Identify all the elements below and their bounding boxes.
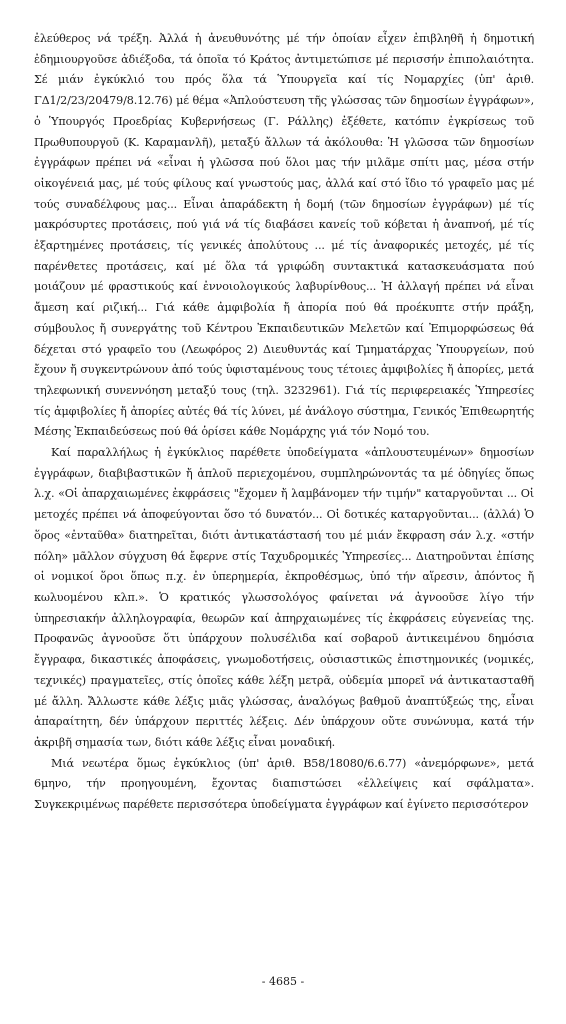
paragraph-3: Μιά νεωτέρα ὅμως ἐγκύκλιος (ὑπ' ἀριθ. Β58/18080/6.6.77) «ἀνεμόρφωνε», μετά 6μηνο, τήν προηγουμένη, ἔχοντας διαπιστώσει «ἐλλείψεις καί σφάλματα». Συγκεκριμένως παρέθετε περισσότερα ὑποδείγματα ἐγγράφων καί ἐγίνετο περισσότερον: [34, 756, 534, 812]
body-text: [34, 29, 534, 816]
paragraph-1: ἐλεύθερος νά τρέξη. Ἀλλά ἡ ἀνευθυνότης μέ τήν ὁποίαν εἶχεν ἐπιβληθῆ ἡ δημοτική ἐδημιουργοῦσε ἀδιέξοδα, τά ὁποῖα τό Κράτος ἀντιμετώπισε μέ περισσήν ἐπιπολαιότητα. Σέ μιάν ἐγκύκλιό του πρός ὅλα τά Ὑπουργεῖα καί τίς Νομαρχίες (ὑπ' ἀριθ. ΓΔ1/2/23/20479/8.12.76) μέ θέμα «Ἀπλούστευση τῆς γλώσσας τῶν δημοσίων ἐγγράφων», ὁ Ὑπουργός Προεδρίας Κυβερνήσεως (Γ. Ράλλης) ἐξέθετε, κατόπιν ἐγκρίσεως τοῦ Πρωθυπουργοῦ (Κ. Καραμανλῆ), μεταξύ ἄλλων τά ἀκόλουθα: Ἡ γλῶσσα τῶν δημοσίων ἐγγράφων πρέπει νά «εἶναι ἡ γλῶσσα πού ὅλοι μας τήν μιλᾶμε σπίτι μας, μέσα στήν οἰκογένειά μας, μέ τούς φίλους καί γνωστούς μας, ἀλλά καί στό ἴδιο τό γραφεῖο μας μέ τούς συναδέλφους μας... Εἶναι ἀπαράδεκτη ἡ δομή (τῶν δημοσίων ἐγγράφων) μέ τίς μακρόσυρτες προτάσεις, πού γιά νά τίς διαβάσει κανείς τοῦ κόβεται ἡ ἀναπνοή, μέ τίς ἐξαρτημένες προτάσεις, τίς γενικές ἀπολύτους ... μέ τίς ἀναφορικές μετοχές, μέ τίς παρένθετες προτάσεις, καί μέ ὅλα τά γριφώδη συντακτικά κατασκευάσματα πού μοιάζουν μέ φραστικούς καί ἐννοιολογικούς λαβυρίνθους... Ἡ ἀλλαγή πρέπει νά εἶναι ἄμεση καί ριζική... Γιά κάθε ἀμφιβολία ἤ ἀπορία πού θά προέκυπτε στήν πράξη, σύμβουλος ἤ συνεργάτης τοῦ Κέντρου Ἐκπαιδευτικῶν Μελετῶν καί Ἐπιμορφώσεως θά δέχεται στό γραφεῖο του (Λεωφόρος 2) Διευθυντάς καί Τμηματάρχας Ὑπουργείων, πού ἔχουν ἤ συγκεντρώνουν ἀπό τούς ὑφισταμένους τους τέτοιες ἀμφιβολίες ἤ ἀπορίες, μετά τηλεφωνική συνεννόηση μεταξύ τους (τηλ. 3232961). Γιά τίς περιφερειακές Ὑπηρεσίες τίς ἀμφιβολίες ἤ ἀπορίες αὐτές θά τίς λύνει, μέ ἀνάλογο σύστημα, Γενικός Ἐπιθεωρητής Μέσης Ἐκπαιδεύσεως πού θά ὁρίσει κάθε Νομάρχης γιά τόν Νομό του.: [34, 32, 534, 439]
paragraph-2: Καί παραλλήλως ἡ ἐγκύκλιος παρέθετε ὑποδείγματα «ἀπλουστευμένων» δημοσίων ἐγγράφων, διαβιβαστικῶν ἤ ἁπλοῦ περιεχομένου, συμπληρώνοντάς τα μέ ὁδηγίες ὅπως λ.χ. «Οἱ ἀπαρχαιωμένες ἐκφράσεις "ἔχομεν ἤ λαμβάνομεν τήν τιμήν" καταργοῦνται ... Οἱ μετοχές πρέπει νά ἀποφεύγονται ὅσο τό δυνατόν... Οἱ δοτικές καταργοῦνται... (ἀλλά) Ὁ ὅρος «ἐνταῦθα» διατηρεῖται, διότι ἀντικατάστασή του μέ μιάν ἔκφραση σάν λ.χ. «στήν πόλη» μᾶλλον σύγχυση θά ἔφερνε στίς Ταχυδρομικές Ὑπηρεσίες... Διατηροῦνται ἐπίσης οἱ νομικοί ὅροι ὅπως π.χ. ἐν ὑπερημερία, ἐκπροθέσμως, ὑπό τήν αἵρεσιν, ἀπόντος ἤ κωλυομένου κλπ.». Ὁ κρατικός γλωσσολόγος φαίνεται νά ἀγνοοῦσε λίγο τήν ὑπηρεσιακήν ἀλληλογραφία, θεωρῶν καί ἀπηρχαιωμένες τίς ἐκφράσεις εὐγενείας της. Προφανῶς ἀγνοοῦσε ὅτι ὑπάρχουν πολυσέλιδα καί σοβαροῦ ἀντικειμένου δημόσια ἔγγραφα, δικαστικές ἀποφάσεις, γνωμοδοτήσεις, οὐσιαστικῶς ἐπιστημονικές (νομικές, τεχνικές) πραγματεῖες, στίς ὁποῖες κάθε λέξη μετρᾶ, οὐδεμία μπορεῖ νά ἀντικατασταθῆ μέ ἄλλη. Ἄλλωστε κάθε λέξις μιᾶς γλώσσας, ἀναλόγως βαθμοῦ ἀναπτύξεώς της, εἶναι ἀπαραίτητη, δέν ὑπάρχουν περιττές λέξεις. Δέν ὑπάρχουν οὔτε συνώνυμα, κατά τήν ἀκριβῆ σημασία των, διότι κάθε λέξις εἶναι μοναδική.: [34, 446, 534, 749]
page-number: - 4685 -: [261, 975, 305, 988]
